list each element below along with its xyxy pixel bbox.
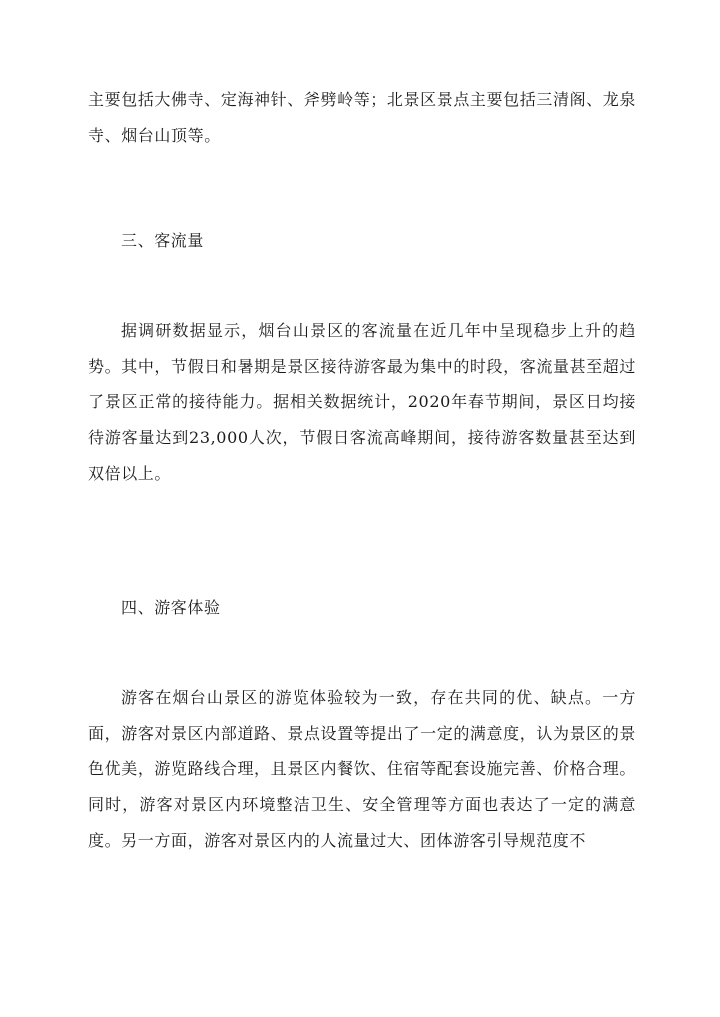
continuation-paragraph: 主要包括大佛寺、定海神针、斧劈岭等；北景区景点主要包括三清阁、龙泉寺、烟台山顶等。: [88, 90, 636, 145]
section-heading-visitor-flow: 三、客流量: [121, 231, 205, 250]
section-paragraph-visitor-experience: 游客在烟台山景区的游览体验较为一致，存在共同的优、缺点。一方面，游客对景区内部道路、景点设置等提出了一定的满意度，认为景区的景色优美，游览路线合理，且景区内餐饮、住宿等配套设施完善、价格合理。同时，游客对景区内环境整洁卫生、安全管理等方面也表达了一定的满意度。另一方面，游客对景区内的人流量过大、团体游客引导规范度不: [88, 688, 636, 850]
section-heading-visitor-experience: 四、游客体验: [121, 598, 221, 617]
section-paragraph-visitor-flow: 据调研数据显示，烟台山景区的客流量在近几年中呈现稳步上升的趋势。其中，节假日和暑期是景区接待游客最为集中的时段，客流量甚至超过了景区正常的接待能力。据相关数据统计，2020年春节期间，景区日均接待游客量达到23,000人次，节假日客流高峰期间，接待游客数量甚至达到双倍以上。: [88, 321, 636, 483]
